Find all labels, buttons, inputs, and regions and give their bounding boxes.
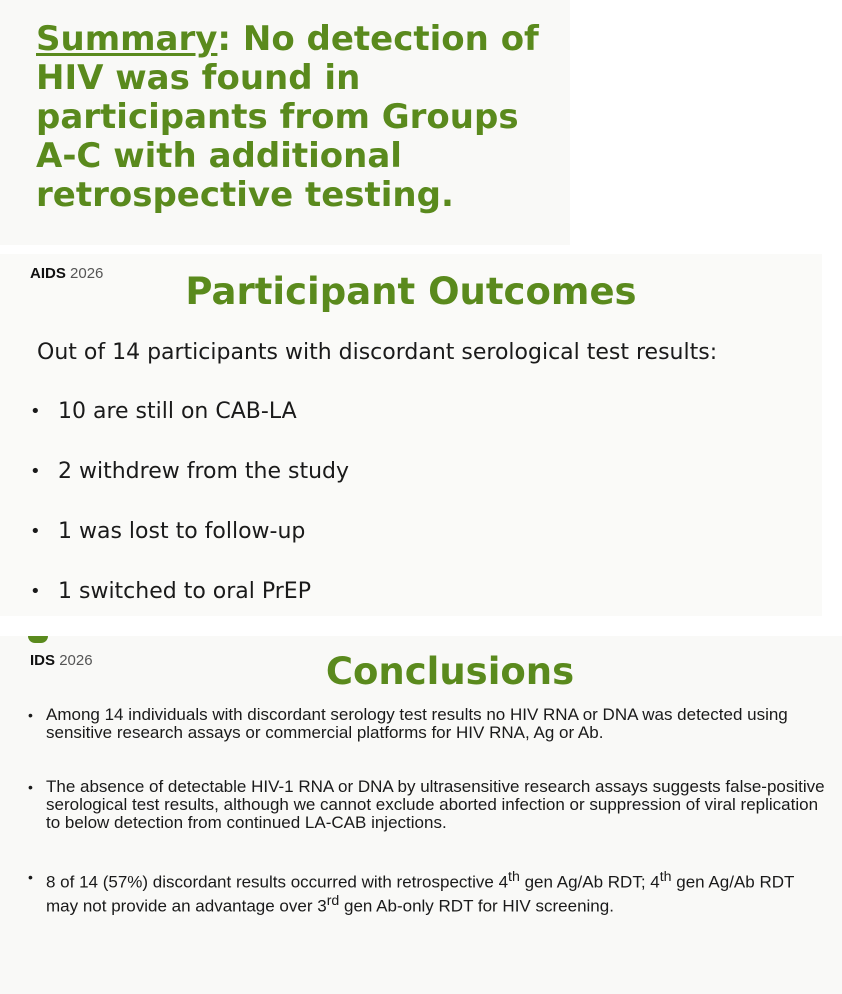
conference-logo-year: 2026 [70,265,104,282]
conference-logo-name: IDS [30,652,56,669]
summary-colon: : [217,19,232,59]
conclusion-item-text: The absence of detectable HIV-1 RNA or DNA by ultrasensitive research assays suggests false-positive serological test results, although we cannot exclude aborted infection or suppression of viral replication to below detection from continued LA-CAB injections. [46,777,825,832]
bullet-icon: • [30,401,41,422]
outcome-item [30,519,349,579]
outcome-item-text: 10 are still on CAB-LA [58,399,297,424]
summary-label: Summary [36,19,218,59]
conclusion-item [28,868,828,915]
conclusion-item [28,706,828,742]
conclusion-text-part: gen Ab-only RDT for HIV screening. [339,896,614,916]
logo-swoosh-icon [28,636,48,643]
bullet-icon: • [28,869,33,885]
outcome-item [30,399,349,459]
summary-statement: No detection of HIV was found in participants from Groups A-C with additional retrospective testing. [36,19,539,215]
conclusion-item [28,778,828,832]
superscript: th [659,869,672,885]
participant-outcomes-slide [0,254,822,616]
conclusion-text-part: 8 of 14 (57%) discordant results occurred with retrospective 4 [46,872,509,892]
bullet-icon: • [30,521,41,542]
summary-slide [0,0,570,245]
outcome-item [30,459,349,519]
bullet-icon: • [28,707,33,723]
summary-heading [36,20,566,215]
outcome-item-text: 1 switched to oral PrEP [58,579,311,604]
outcomes-title: Participant Outcomes [185,270,637,313]
conclusions-title: Conclusions [325,650,575,693]
outcome-item [30,579,349,616]
superscript: rd [326,892,340,909]
conclusion-item-text: Among 14 individuals with discordant serology test results no HIV RNA or DNA was detected using sensitive research assays or commercial platforms for HIV RNA, Ag or Ab. [46,705,788,742]
bullet-icon: • [30,461,41,482]
outcome-item-text: 2 withdrew from the study [58,459,350,484]
conclusions-list [28,706,828,915]
bullet-icon: • [28,779,33,795]
bullet-icon: • [30,581,41,602]
conference-logo-year: 2026 [59,652,93,669]
conclusions-slide [0,636,842,994]
outcome-item-text: 1 was lost to follow-up [58,519,306,544]
conclusion-text-part: gen Ag/Ab RDT; 4 [519,872,660,892]
conclusion-text-part: gen Ag/Ab RDT may not provide an advantage over 3 [46,872,795,916]
conclusion-item-text [46,868,828,915]
conference-logo-name: AIDS [30,265,66,282]
outcomes-intro: Out of 14 participants with discordant serological test results: [37,340,718,365]
outcomes-list [30,399,349,616]
superscript: th [508,869,520,885]
